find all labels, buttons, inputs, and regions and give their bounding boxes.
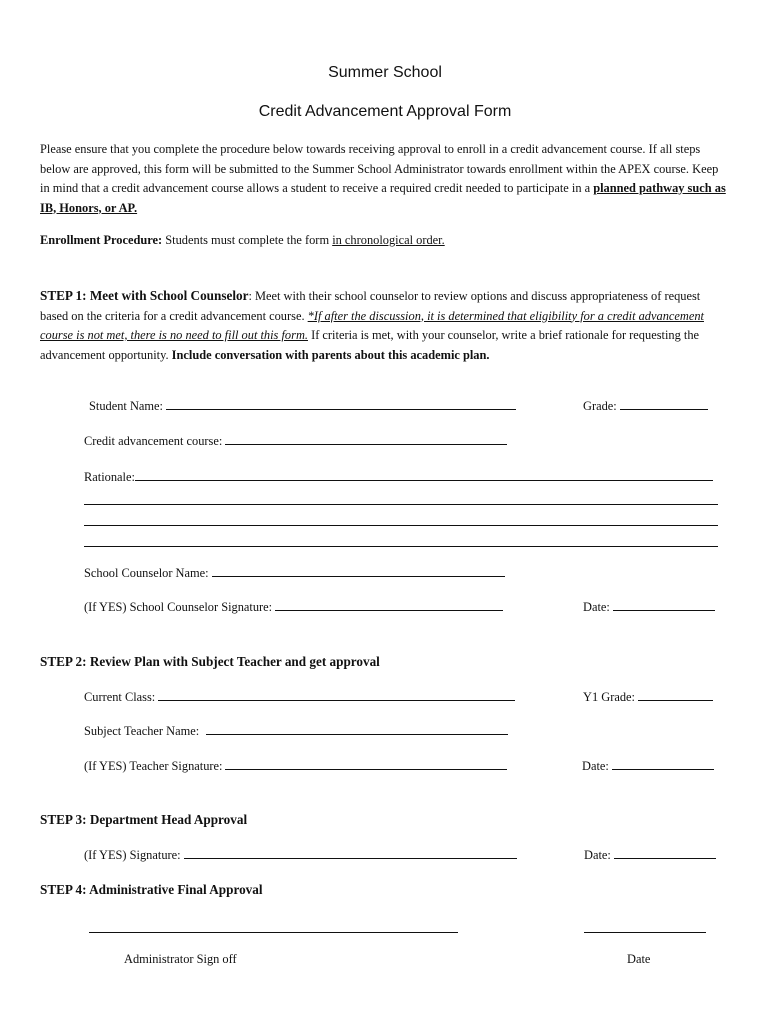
dept-signature-label: (If YES) Signature: (84, 848, 181, 862)
admin-date-label: Date (627, 952, 651, 966)
grade-line[interactable] (620, 398, 708, 410)
step4-title: STEP 4: Administrative Final Approval (40, 882, 263, 897)
student-name-field[interactable] (89, 398, 516, 414)
teacher-signature-label: (If YES) Teacher Signature: (84, 759, 223, 773)
current-class-field[interactable] (84, 689, 515, 705)
teacher-name-line[interactable] (206, 723, 508, 735)
enrollment-procedure (40, 231, 730, 251)
student-name-line[interactable] (166, 398, 516, 410)
intro-paragraph (40, 140, 730, 218)
counselor-date-field[interactable] (583, 599, 715, 615)
counselor-date-line[interactable] (613, 599, 715, 611)
counselor-signature-label: (If YES) School Counselor Signature: (84, 600, 273, 614)
teacher-date-field[interactable] (582, 758, 714, 774)
teacher-signature-field[interactable] (84, 758, 507, 774)
course-field[interactable] (84, 433, 507, 449)
dept-date-line[interactable] (614, 847, 716, 859)
admin-signoff-label: Administrator Sign off (124, 952, 237, 966)
current-class-line[interactable] (158, 689, 515, 701)
teacher-name-label: Subject Teacher Name: (84, 724, 200, 738)
teacher-name-field[interactable] (84, 723, 508, 739)
y1-grade-label: Y1 Grade: (583, 690, 635, 704)
intro-text: Please ensure that you complete the procedure below towards receiving approval to enroll in a credit advancement course. If all steps below are approved, this form will be submitted to the Summer School Administrator towards enrollment within the APEX course. Keep in mind that a credit advancement course allows a student to receive a required credit needed to participate in a (40, 142, 719, 195)
grade-field[interactable] (583, 398, 708, 414)
counselor-date-label: Date: (583, 600, 610, 614)
current-class-label: Current Class: (84, 690, 156, 704)
rationale-line-4[interactable] (84, 546, 718, 547)
procedure-label: Enrollment Procedure: (40, 233, 163, 247)
rationale-line-2[interactable] (84, 504, 718, 505)
course-label: Credit advancement course: (84, 434, 223, 448)
intro-emphasis: planned pathway such as IB, Honors, or AP. (40, 181, 726, 215)
step3-title: STEP 3: Department Head Approval (40, 812, 248, 827)
form-heading: Summer School (328, 64, 442, 81)
dept-date-label: Date: (584, 848, 611, 862)
procedure-text: Students must complete the form (162, 233, 333, 247)
dept-signature-field[interactable] (84, 847, 517, 863)
teacher-signature-line[interactable] (225, 758, 507, 770)
counselor-signature-field[interactable] (84, 599, 503, 615)
grade-label: Grade: (583, 399, 617, 413)
rationale-field[interactable] (84, 469, 713, 485)
counselor-name-label: School Counselor Name: (84, 566, 209, 580)
teacher-date-label: Date: (582, 759, 609, 773)
step2-title: STEP 2: Review Plan with Subject Teacher and get approval (40, 654, 380, 669)
dept-signature-line[interactable] (184, 847, 517, 859)
admin-signature-line[interactable] (89, 932, 458, 933)
y1-grade-line[interactable] (638, 689, 713, 701)
step1-text: : Meet with their school counselor to review options and discuss appropriateness of request based on the criteria for a credit advancement course. (40, 289, 701, 323)
counselor-name-field[interactable] (84, 565, 505, 581)
course-line[interactable] (225, 433, 507, 445)
rationale-line-3[interactable] (84, 525, 718, 526)
step1-paragraph (40, 286, 730, 365)
step1-title: STEP 1: Meet with School Counselor (40, 288, 249, 303)
y1-grade-field[interactable] (583, 689, 713, 705)
form-title: Credit Advancement Approval Form (258, 103, 512, 120)
step1-note: *If after the discussion, it is determined that eligibility for a credit advancement course is not met, there is no need to fill out this form. (40, 308, 704, 342)
student-name-label: Student Name: (89, 399, 163, 413)
admin-date-line[interactable] (584, 932, 706, 933)
step1-text2: If criteria is met, with your counselor, write a brief rationale for requesting the advancement opportunity. (40, 328, 700, 362)
procedure-emphasis: in chronological order. (332, 233, 445, 247)
counselor-name-line[interactable] (212, 565, 505, 577)
step1-bold-note: Include conversation with parents about this academic plan. (171, 347, 490, 362)
counselor-signature-line[interactable] (275, 599, 503, 611)
rationale-label: Rationale: (84, 470, 135, 484)
teacher-date-line[interactable] (612, 758, 714, 770)
rationale-line-1[interactable] (135, 469, 713, 481)
dept-date-field[interactable] (584, 847, 716, 863)
